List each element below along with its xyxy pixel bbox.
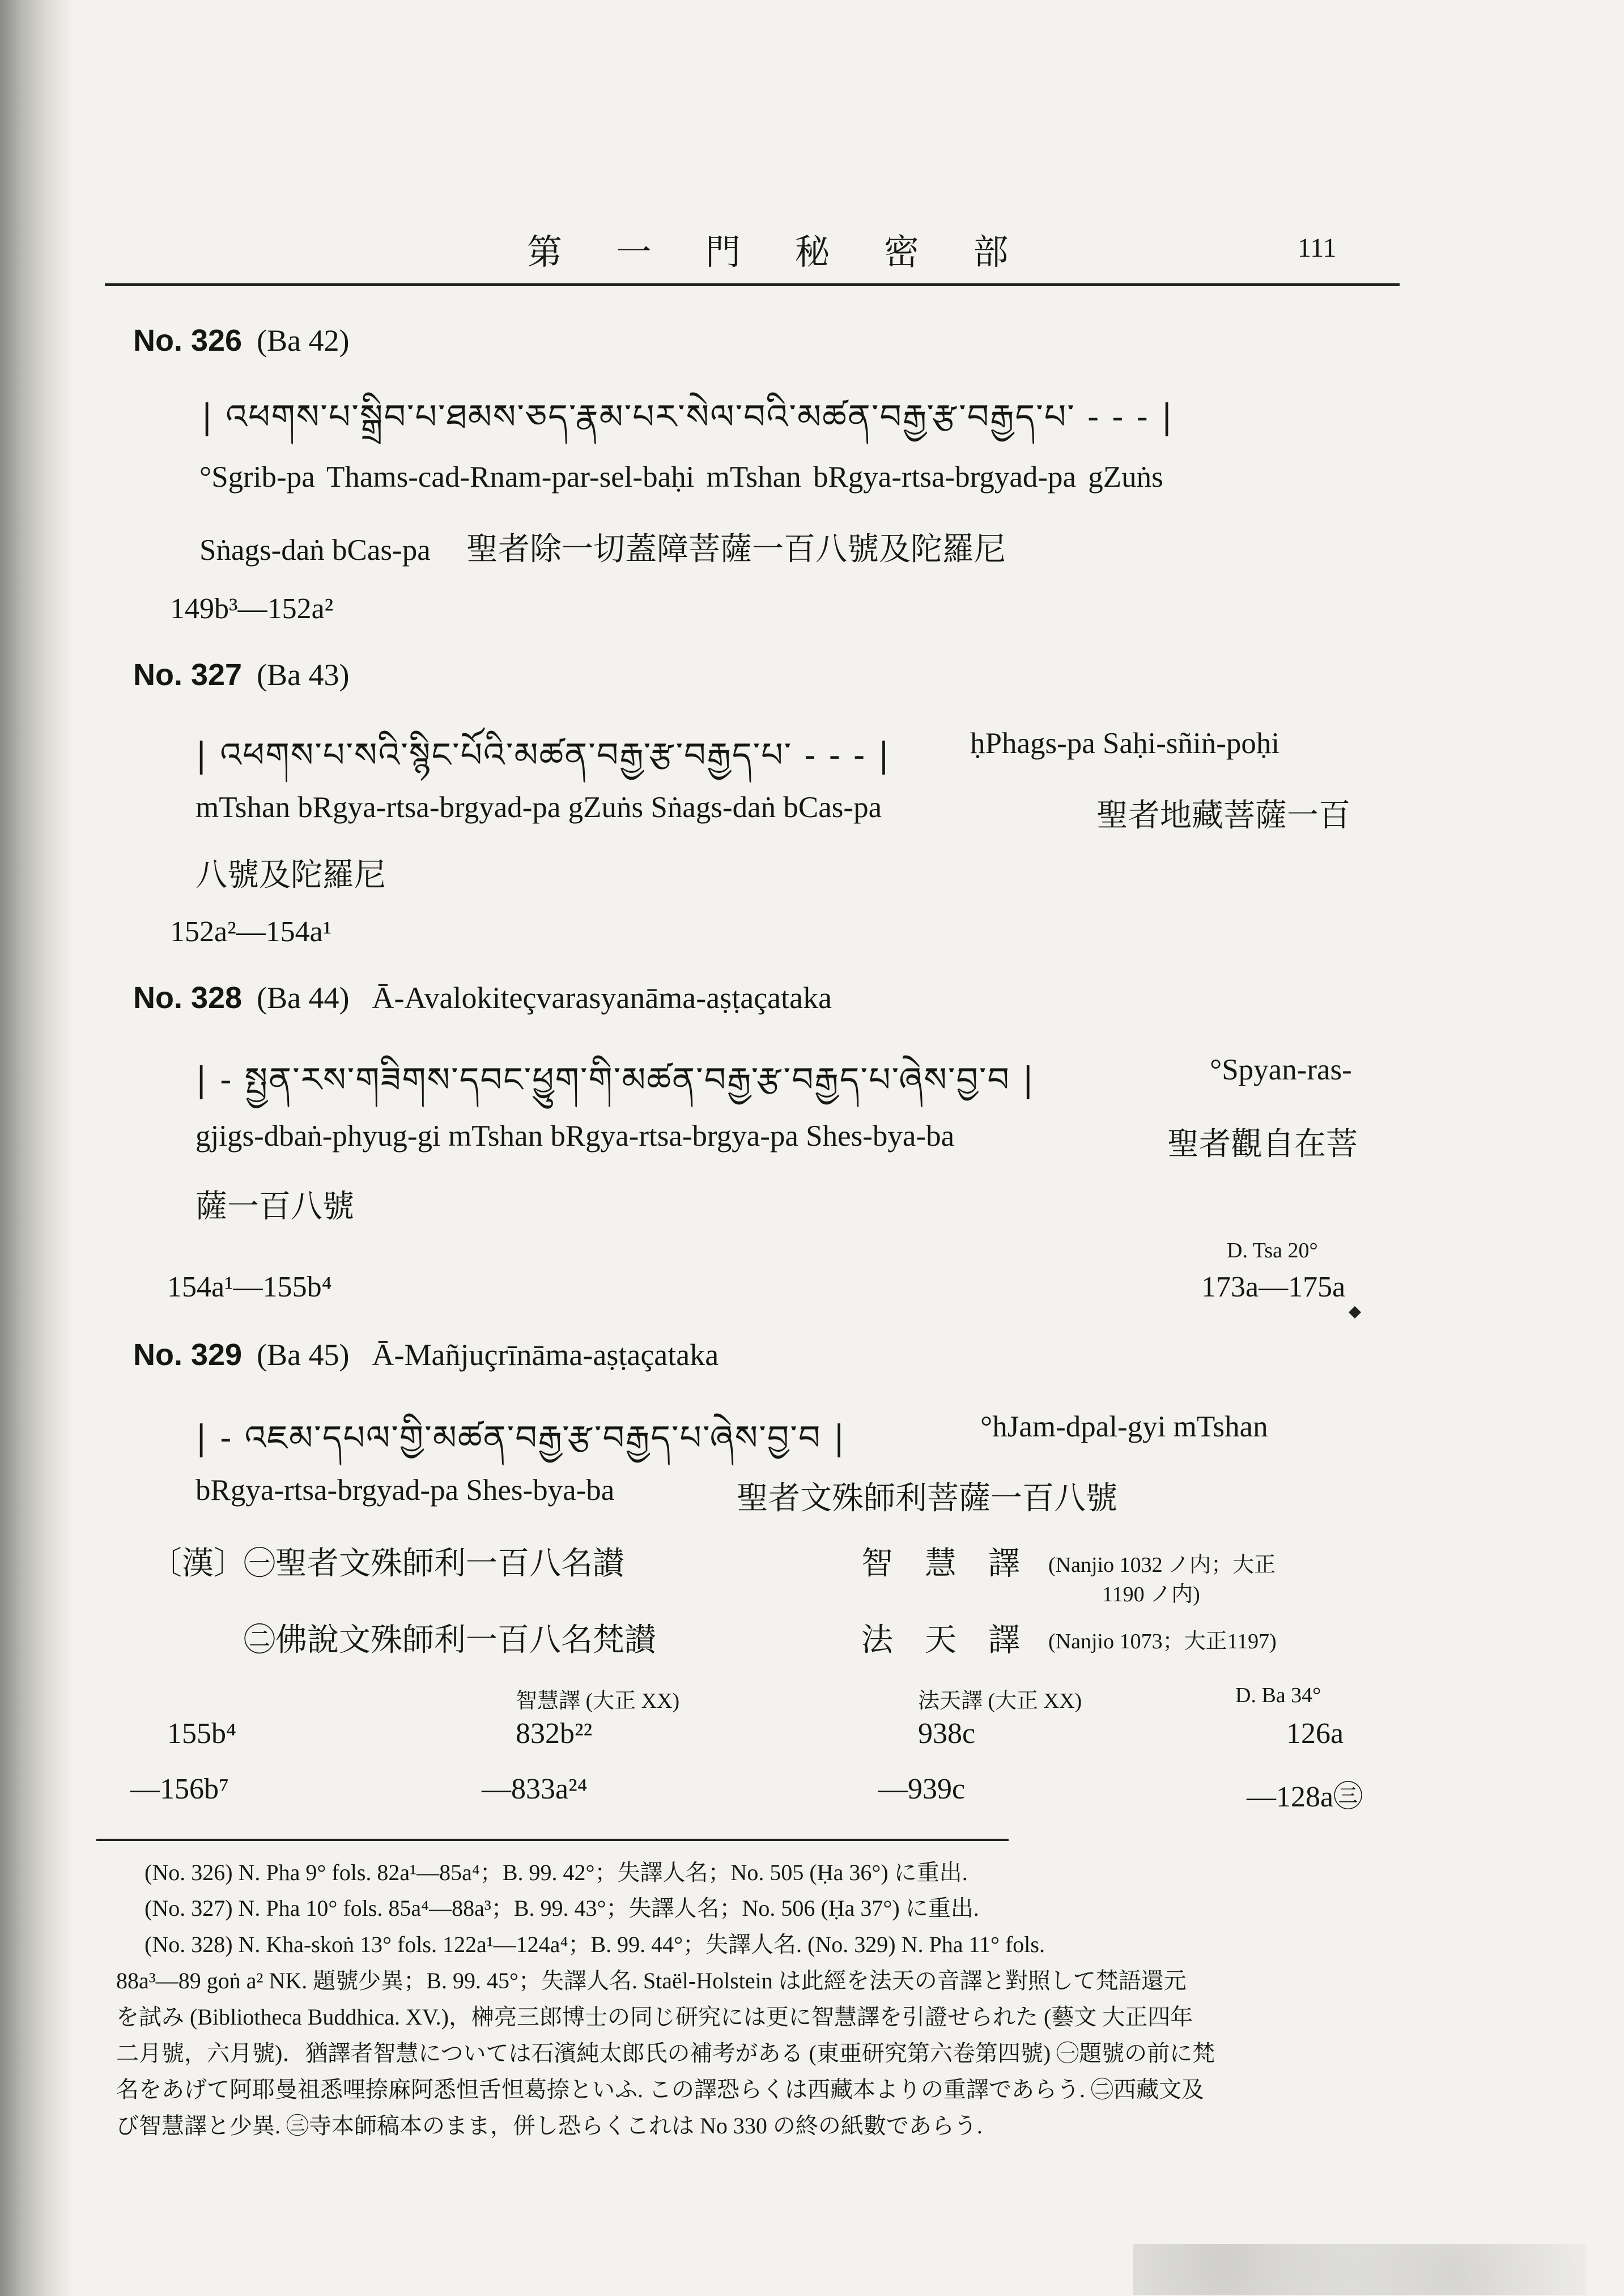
translator-1: 智 慧 譯 xyxy=(861,1546,1020,1581)
entry-328-line1: gjigs-dbaṅ-phyug-gi mTshan bRgya-rtsa-brgya-pa Shes-bya-ba xyxy=(195,1120,955,1153)
translator-1-ref-b: 1190 ノ内) xyxy=(1102,1583,1200,1606)
entry-326-heading xyxy=(133,323,350,358)
entry-328-derge-ref: D. Tsa 20° xyxy=(1227,1239,1318,1262)
footnote-line: を試み (Bibliotheca Buddhica. XV.)，榊亮三郎博士の同じ研究には更に智慧譯を引證せられた (藝文 大正四年 xyxy=(116,2004,1193,2030)
entry-326-folio: 149b³—152a² xyxy=(170,593,334,625)
ink-mark-icon xyxy=(1349,1306,1361,1319)
entry-329-heading xyxy=(133,1337,719,1372)
translator-2-ref: (Nanjio 1073；大正1197) xyxy=(1048,1630,1277,1653)
entry-328-tibetan: | - སྤྱན་རས་གཟིགས་དབང་ཕྱུག་གི་མཚན་བརྒྱ་རྩ་བརྒྱད་པ་ཞེས་བྱ་བ | xyxy=(195,1060,1035,1100)
footnote-line: (No. 326) N. Pha 9° fols. 82a¹—85a⁴；B. 99. 42°；失譯人名；No. 505 (Ḥa 36°) に重出. xyxy=(144,1860,968,1885)
table-cell: 126a xyxy=(1286,1717,1344,1750)
entry-329-romanized: °hJam-dpal-gyi mTshan xyxy=(980,1410,1268,1443)
entry-number: No. 328 xyxy=(133,981,243,1015)
entry-328-kanji-b: 薩一百八號 xyxy=(195,1189,354,1224)
entry-326-line1: °Sgrib-pa Thams-cad-Rnam-par-sel-baḥi mTshan bRgya-rtsa-brgyad-pa gZuṅs xyxy=(199,461,1163,494)
table-col-1-header: 智慧譯 (大正 XX) xyxy=(516,1689,680,1713)
entry-327-heading xyxy=(133,657,350,692)
entry-326-line2: Sṅags-daṅ bCas-pa 聖者除一切蓋障菩薩一百八號及陀羅尼 xyxy=(199,532,1006,567)
entry-number: No. 327 xyxy=(133,658,243,692)
footnote-line: (No. 327) N. Pha 10° fols. 85a⁴—88a³；B. 99. 43°；失譯人名；No. 506 (Ḥa 37°) に重出. xyxy=(144,1895,979,1921)
footnote-line: (No. 328) N. Kha-skoṅ 13° fols. 122a¹—124a⁴；B. 99. 44°；失譯人名. (No. 329) N. Pha 11° fols. xyxy=(144,1932,1045,1957)
entry-ba-ref: (Ba 42) xyxy=(257,324,350,358)
footnote-line: 名をあげて阿耶曼祖悉哩捺麻阿悉怛舌怛葛捺といふ. この譯恐らくは西藏本よりの重譯であらう. ㊁西藏文及 xyxy=(116,2077,1204,2102)
entry-ba-ref: (Ba 43) xyxy=(257,658,350,692)
table-cell: —939c xyxy=(878,1773,966,1805)
entry-326-kanji: 聖者除一切蓋障菩薩一百八號及陀羅尼 xyxy=(466,532,1006,567)
han-label: 〔漢〕 xyxy=(150,1546,245,1581)
page-header-title: 第 一 門 秘 密 部 xyxy=(527,233,1031,272)
entry-327-kanji-b: 八號及陀羅尼 xyxy=(195,858,386,893)
entry-329-line1: bRgya-rtsa-brgyad-pa Shes-bya-ba xyxy=(195,1474,615,1507)
han-translation-2: ㊁佛說文殊師利一百八名梵讃 xyxy=(244,1623,656,1658)
entry-328-kanji-a: 聖者觀自在菩 xyxy=(1167,1127,1358,1162)
table-col-2-header: 法天譯 (大正 XX) xyxy=(918,1689,1082,1713)
entry-327-folio: 152a²—154a¹ xyxy=(170,916,332,948)
table-cell: 832b²² xyxy=(516,1717,593,1750)
scan-noise xyxy=(1133,2244,1587,2295)
translator-1-ref-a: (Nanjio 1032 ノ内；大正 xyxy=(1048,1553,1276,1577)
entry-327-romanized: ḥPhags-pa Saḥi-sñiṅ-poḥi xyxy=(970,727,1280,760)
table-cell: —128a㊂ xyxy=(1247,1781,1363,1813)
page-number: 111 xyxy=(1298,233,1337,263)
entry-328-romanized: °Spyan-ras- xyxy=(1210,1053,1352,1086)
entry-329-kanji: 聖者文殊師利菩薩一百八號 xyxy=(737,1481,1117,1516)
footnote-line: 二月號，六月號)．猶譯者智慧については石濱純太郎氏の補考がある (東亜研究第六卷第四號) ㊀題號の前に梵 xyxy=(116,2040,1215,2066)
entry-ba-ref: (Ba 44) xyxy=(257,981,350,1015)
table-cell: —833a²⁴ xyxy=(482,1773,588,1805)
entry-328-folio-right: 173a—175a xyxy=(1201,1271,1346,1303)
entry-number: No. 329 xyxy=(133,1338,243,1372)
page-edge-shadow xyxy=(0,0,74,2296)
entry-327-kanji-a: 聖者地藏菩薩一百 xyxy=(1096,798,1350,834)
entry-329-tibetan: | - འཇམ་དཔལ་གྱི་མཚན་བརྒྱ་རྩ་བརྒྱད་པ་ཞེས་བྱ་བ | xyxy=(195,1418,846,1458)
table-cell: 155b⁴ xyxy=(167,1717,237,1750)
entry-328-folio: 154a¹—155b⁴ xyxy=(167,1271,332,1303)
entry-328-heading xyxy=(133,980,832,1015)
header-rule xyxy=(105,283,1400,286)
entry-326-tibetan: | འཕགས་པ་སྒྲིབ་པ་ཐམས་ཅད་རྣམ་པར་སེལ་བའི་མཚན་བརྒྱ་རྩ་བརྒྱད་པ་ - - - | xyxy=(201,397,1174,437)
entry-sanskrit-title: Ā-Avalokiteçvarasyanāma-aṣṭaçataka xyxy=(372,981,832,1015)
translator-2: 法 天 譯 xyxy=(861,1623,1020,1658)
entry-number: No. 326 xyxy=(133,324,243,358)
table-cell: 938c xyxy=(918,1717,976,1750)
entry-ba-ref: (Ba 45) xyxy=(257,1338,350,1372)
table-col-3-header: D. Ba 34° xyxy=(1235,1683,1321,1707)
footnote-line: び智慧譯と少異. ㊂寺本師稿本のまま，併し恐らくこれは No 330 の終の紙數であらう. xyxy=(116,2113,983,2138)
table-cell: —156b⁷ xyxy=(130,1773,229,1805)
entry-sanskrit-title: Ā-Mañjuçrīnāma-aṣṭaçataka xyxy=(372,1338,719,1372)
entry-327-tibetan: | འཕགས་པ་སའི་སྙིང་པོའི་མཚན་བརྒྱ་རྩ་བརྒྱད་པ་ - - - | xyxy=(195,735,891,775)
footnote-rule xyxy=(96,1839,1009,1841)
entry-327-line1: mTshan bRgya-rtsa-brgyad-pa gZuṅs Sṅags-daṅ bCas-pa xyxy=(195,791,882,824)
footnote-line: 88a³—89 goṅ a² NK. 題號少異；B. 99. 45°；失譯人名. Staël-Holstein は此經を法天の音譯と對照して梵語還元 xyxy=(116,1968,1187,1993)
han-translation-1: ㊀聖者文殊師利一百八名讃 xyxy=(244,1546,624,1581)
